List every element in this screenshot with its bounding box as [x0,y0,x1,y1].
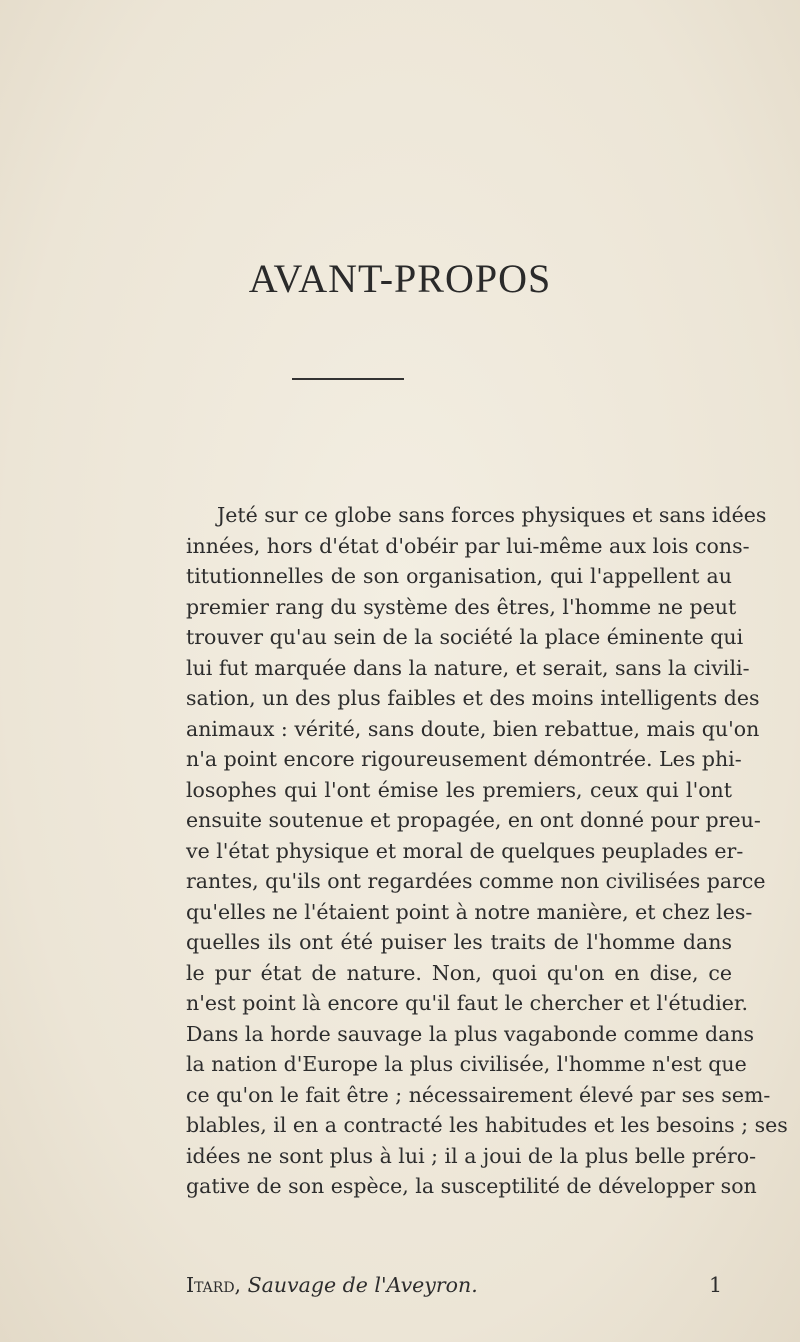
text-line: idées ne sont plus à lui ; il a joui de la plus belle préro- [186,1143,757,1168]
text-line: blables, il en a contracté les habitudes et les besoins ; ses [186,1113,788,1137]
page-footer [186,1273,732,1297]
text-line: titutionnelles de son organisation, qui l'appellent au [186,564,732,588]
text-line: ce qu'on le fait être ; nécessairement élevé par ses sem- [186,1082,771,1107]
text-line: n'est point là encore qu'il faut le chercher et l'étudier. [186,991,748,1015]
text-line: qu'elles ne l'étaient point à notre manière, et chez les- [186,899,753,924]
page-title: AVANT-PROPOS [248,256,552,301]
text-line: innées, hors d'état d'obéir par lui-même aux lois cons- [186,533,750,558]
text-line: Dans la horde sauvage la plus vagabonde comme dans [186,1021,755,1046]
text-line: trouver qu'au sein de la société la place éminente qui [186,625,744,649]
footer-work-title: Sauvage de l'Aveyron. [247,1273,478,1297]
text-line: ensuite soutenue et propagée, en ont donné pour preu- [186,808,761,832]
text-line: lui fut marquée dans la nature, et serait, sans la civili- [186,655,750,680]
text-line: gative de son espèce, la susceptilité de développer son [186,1174,757,1198]
text-line: le pur état de nature. Non, quoi qu'on en dise, ce [186,960,732,985]
main-paragraph [186,500,788,1202]
footer-citation [186,1273,478,1297]
text-line: Jeté sur ce globe sans forces physiques et sans idées [217,503,767,527]
footer-author: Itard, [186,1273,242,1297]
title-divider [292,378,404,380]
text-line: premier rang du système des êtres, l'homme ne peut [186,594,737,619]
text-line: quelles ils ont été puiser les traits de l'homme dans [186,930,732,954]
text-line: losophes qui l'ont émise les premiers, ceux qui l'ont [186,777,732,802]
text-line: ve l'état physique et moral de quelques peuplades er- [186,838,744,863]
signature-mark: 1 [708,1273,722,1297]
text-line: n'a point encore rigoureusement démontrée. Les phi- [186,747,742,771]
text-line: animaux : vérité, sans doute, bien rebattue, mais qu'on [186,716,760,741]
text-line: sation, un des plus faibles et des moins intelligents des [186,686,760,710]
text-line: la nation d'Europe la plus civilisée, l'homme n'est que [186,1052,747,1076]
text-line: rantes, qu'ils ont regardées comme non civilisées parce [186,869,766,893]
